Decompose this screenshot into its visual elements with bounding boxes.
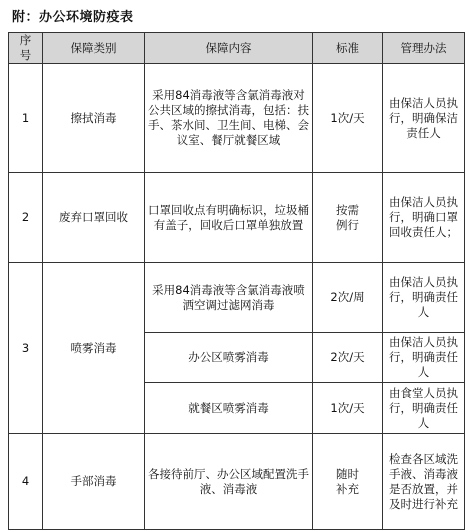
header-content: 保障内容 [145,33,313,64]
row-management: 由保洁人员执行，明确口罩回收责任人； [383,173,465,263]
row-content: 采用84消毒液等含氯消毒液对公共区域的擦拭消毒，包括：扶手、茶水间、卫生间、电梯、会议室、餐厅就餐区域 [145,64,313,173]
row-management: 由保洁人员执行，明确责任人 [383,333,465,383]
table-row [9,173,465,263]
row-standard: 2次/天 [313,333,383,383]
row-no: 4 [9,434,43,530]
row-category: 擦拭消毒 [43,64,145,173]
table-row [9,64,465,173]
table-caption: 附：办公环境防疫表 [12,10,134,25]
row-management: 由食堂人员执行，明确责任人 [383,383,465,434]
row-category: 手部消毒 [43,434,145,530]
table-row [9,434,465,530]
row-content: 采用84消毒液等含氯消毒液喷洒空调过滤网消毒 [145,263,313,333]
row-content: 口罩回收点有明确标识，垃圾桶有盖子，回收后口罩单独放置 [145,173,313,263]
row-management: 检查各区域洗手液、消毒液是否放置，并及时进行补充 [383,434,465,530]
header-management: 管理办法 [383,33,465,64]
row-standard: 随时补充 [313,434,383,530]
row-standard: 1次/天 [313,64,383,173]
row-category: 喷雾消毒 [43,263,145,434]
row-standard: 1次/天 [313,383,383,434]
row-standard: 2次/周 [313,263,383,333]
row-content: 各接待前厅、办公区域配置洗手液、消毒液 [145,434,313,530]
row-no: 3 [9,263,43,434]
header-category: 保障类别 [43,33,145,64]
header-standard: 标准 [313,33,383,64]
row-content: 办公区喷雾消毒 [145,333,313,383]
row-no: 1 [9,64,43,173]
row-content: 就餐区喷雾消毒 [145,383,313,434]
row-management: 由保洁人员执行，明确责任人 [383,263,465,333]
row-no: 2 [9,173,43,263]
header-row [9,33,465,64]
row-category: 废弃口罩回收 [43,173,145,263]
row-management: 由保洁人员执行，明确保洁责任人 [383,64,465,173]
epidemic-prevention-table [8,32,465,530]
table-row [9,263,465,333]
row-standard: 按需例行 [313,173,383,263]
header-no: 序号 [9,33,43,64]
